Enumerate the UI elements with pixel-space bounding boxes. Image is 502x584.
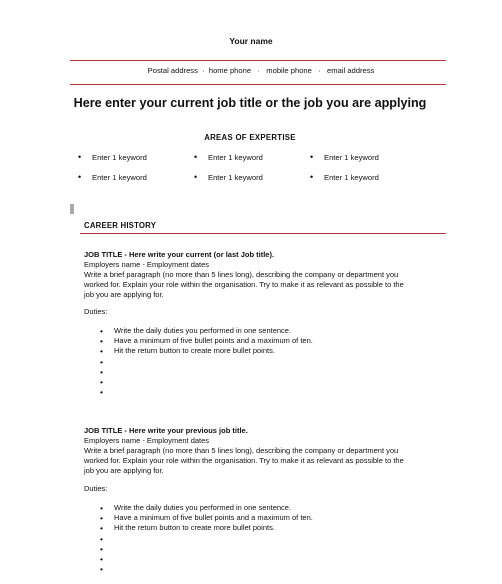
duty-item: • Write the daily duties you performed in one sentence. [100, 503, 313, 513]
duty-item [100, 377, 313, 387]
bullet-icon: • [310, 152, 314, 162]
keyword-item [310, 172, 379, 182]
headline-job-title: Here enter your current job title or the job you are applying [73, 96, 427, 110]
section-marker [70, 204, 74, 214]
keyword-item [78, 172, 147, 182]
career-rule [80, 233, 446, 234]
duty-item [100, 554, 313, 564]
keyword-text: Enter 1 keyword [92, 153, 147, 162]
keyword-item [194, 172, 263, 182]
duty-item [100, 544, 313, 554]
bullet-icon: • [194, 172, 198, 182]
keyword-text: Enter 1 keyword [324, 153, 379, 162]
job-title: JOB TITLE - Here write your current (or last Job title). [84, 250, 275, 259]
keyword-text: Enter 1 keyword [208, 173, 263, 182]
job-description-line: worked for. Explain your role within the organisation. Try to make it as relevant as possible to the [84, 456, 404, 465]
bullet-icon: • [194, 152, 198, 162]
duty-item [100, 357, 313, 367]
keyword-text: Enter 1 keyword [208, 153, 263, 162]
contact-details: Postal address · home phone · mobile phone · email address [147, 66, 375, 75]
keyword-text: Enter 1 keyword [92, 173, 147, 182]
bullet-icon: • [78, 152, 82, 162]
keyword-text: Enter 1 keyword [324, 173, 379, 182]
keyword-item [78, 152, 147, 162]
header-rule-top [70, 60, 446, 61]
duty-item [100, 534, 313, 544]
job-description-line: Write a brief paragraph (no more than 5 lines long), describing the company or department you [84, 446, 399, 455]
duties-list [100, 503, 313, 574]
job-description-line: Write a brief paragraph (no more than 5 lines long), describing the company or department you [84, 270, 399, 279]
duty-item: • Hit the return button to create more bullet points. [100, 346, 313, 356]
job-entry [84, 426, 446, 476]
duty-item: • Write the daily duties you performed in one sentence. [100, 326, 313, 336]
job-title: JOB TITLE - Here write your previous job title. [84, 426, 248, 435]
keyword-item [194, 152, 263, 162]
header-rule-bottom [70, 84, 446, 85]
duty-item: • Have a minimum of five bullet points and a maximum of ten. [100, 513, 313, 523]
keyword-item [310, 152, 379, 162]
employer-line: Employers name - Employment dates [84, 436, 210, 445]
duty-item [100, 367, 313, 377]
duty-item [100, 387, 313, 397]
duty-item [100, 564, 313, 574]
duties-label: Duties: [84, 484, 108, 493]
job-entry [84, 250, 446, 300]
employer-line: Employers name - Employment dates [84, 260, 210, 269]
job-description-line: worked for. Explain your role within the organisation. Try to make it as relevant as possible to the [84, 280, 404, 289]
resume-name: Your name [229, 36, 273, 46]
bullet-icon: • [78, 172, 82, 182]
duties-list [100, 326, 313, 397]
expertise-heading: AREAS OF EXPERTISE [204, 133, 296, 142]
duty-item: • Hit the return button to create more bullet points. [100, 523, 313, 533]
job-description-line: job you are applying for. [84, 290, 164, 299]
career-history-heading: CAREER HISTORY [84, 221, 157, 230]
job-description-line: job you are applying for. [84, 466, 164, 475]
bullet-icon: • [310, 172, 314, 182]
duties-label: Duties: [84, 307, 108, 316]
duty-item: • Have a minimum of five bullet points and a maximum of ten. [100, 336, 313, 346]
